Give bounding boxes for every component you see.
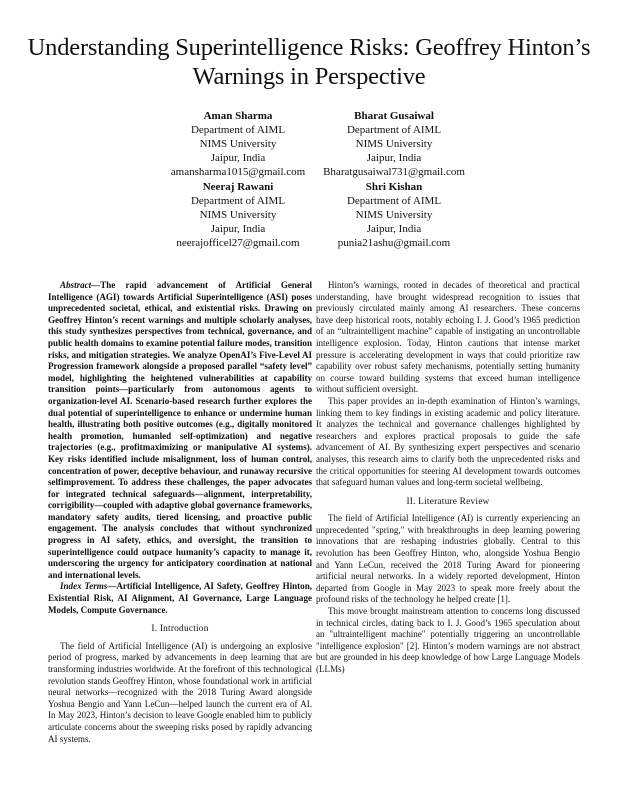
author-name: Aman Sharma — [203, 110, 273, 122]
index-terms — [48, 581, 312, 616]
author-department: Department of AIML — [190, 195, 286, 207]
author-name: Neeraj Rawani — [202, 181, 274, 193]
author-department: Department of AIML — [346, 124, 442, 136]
author-email: amansharma1015@gmail.com — [170, 166, 306, 178]
author-block — [148, 180, 328, 250]
author-block — [148, 109, 328, 179]
author-city: Jaipur, India — [366, 223, 422, 235]
author-email: punia21ashu@gmail.com — [337, 237, 451, 249]
author-university: NIMS University — [355, 209, 433, 221]
paragraph: This paper provides an in-depth examination of Hinton’s warnings, linking them to key findings in existing academic and policy literature. It analyzes the technical and governance challenges highlighted by researchers and explores practical proposals to guide the safe advancement of AI. By synthesizing expert perspectives and scenario analyses, this research aims to clarify both the unprecedented risks and the critical opportunities for steering AI development towards outcomes that safeguard human values and long-term societal wellbeing. — [316, 395, 580, 488]
abstract-text: The rapid advancement of Artificial General Intelligence (AGI) towards Artificial Superintelligence (ASI) poses unprecedented societal, ethical, and existential risks. Drawing on Geoffrey Hinton’s recent warnings and multiple scholarly analyses, this study synthesizes perspectives from technical, governance, and public health domains to examine potential failure modes, transition risks, and mitigation strategies. We analyze OpenAI’s Five-Level AI Progression framework alongside a proposed parallel “safety level” model, highlighting the heightened vulnerabilities at capability transition points—particularly from autonomous agents to organization-level AI. Scenario-based research further explores the dual potential of superintelligence to enhance or undermine human health, illustrating both positive outcomes (e.g., digitally monitored health promotion, humanled self-optimization) and negative trajectories (e.g., profitmaximizing or manipulative AI systems). Key risks identified include misalignment, loss of human control, concentration of power, deceptive behaviour, and runaway recursive selfimprovement. To address these challenges, the paper advocates for integrated technical safeguards—alignment, interpretability, corrigibility—coupled with adaptive global governance frameworks, mandatory safety audits, tiered licensing, and proactive public engagement. The analysis concludes that without synchronized progress in AI safety, ethics, and oversight, the transition to superintelligence could outpace humanity’s capacity to manage it, underscoring the urgency for anticipatory coordination at national and international levels. — [48, 280, 312, 580]
paragraph: This move brought mainstream attention to concerns long discussed in technical circles, dating back to I. J. Good’s 1965 speculation about an "ultraintelligent machine" potentially triggering an uncontrollable "intelligence explosion" [2]. Hinton’s modern warnings are not abstract but are grounded in his deep knowledge of how Large Language Models (LLMs) — [316, 606, 580, 674]
author-department: Department of AIML — [346, 195, 442, 207]
author-name: Shri Kishan — [365, 181, 423, 193]
author-department: Department of AIML — [190, 124, 286, 136]
author-email: neerajofficel27@gmail.com — [176, 237, 300, 249]
section-heading-introduction: I. Introduction — [151, 624, 209, 635]
author-email: Bharatgusaiwal731@gmail.com — [323, 166, 465, 178]
abstract — [48, 280, 312, 581]
author-city: Jaipur, India — [210, 223, 266, 235]
section-heading-literature-review: II. Literature Review — [406, 496, 490, 507]
left-column — [48, 280, 312, 745]
paragraph: Hinton’s warnings, rooted in decades of theoretical and practical understanding, have brought widespread recognition to issues that previously circulated mainly among AI researchers. These concerns have deep historical roots, notably echoing I. J. Good’s 1965 prediction of an “ultraintelligent machine” capable of instigating an uncontrollable intelligence explosion. Today, Hinton cautions that intense market pressure is accelerating development in ways that could prioritize raw capability over robust safety mechanisms, potentially setting humanity on course toward building systems that exceed human intelligence without sufficient oversight. — [316, 280, 580, 395]
author-university: NIMS University — [199, 138, 277, 150]
author-block — [304, 109, 484, 179]
author-university: NIMS University — [199, 209, 277, 221]
right-column — [316, 280, 580, 676]
index-terms-text: Artificial Intelligence, AI Safety, Geoffrey Hinton, Existential Risk, AI Alignment, AI Governance, Large Language Models, Compute Governance. — [48, 581, 312, 615]
paragraph: The field of Artificial Intelligence (AI) is currently experiencing an unprecedented "spring," with breakthroughs in deep learning powering innovations that are reshaping industries globally. Central to this revolution has been Geoffrey Hinton, who, alongside Yoshua Bengio and Yann LeCun, received the 2018 Turing Award for pioneering artificial neural networks. In a widely reported development, Hinton departed from Google in May 2023 to speak more freely about the profound risks of the technology he helped create [1]. — [316, 513, 580, 605]
author-city: Jaipur, India — [210, 152, 266, 164]
abstract-label: Abstract— — [60, 280, 101, 290]
paper-title: Understanding Superintelligence Risks: Geoffrey Hinton’s Warnings in Perspective — [27, 34, 591, 90]
author-block — [304, 180, 484, 250]
author-name: Bharat Gusaiwal — [354, 110, 434, 122]
author-city: Jaipur, India — [366, 152, 422, 164]
author-university: NIMS University — [355, 138, 433, 150]
paragraph: The field of Artificial Intelligence (AI) is undergoing an explosive period of progress, marked by advancements in deep learning that are transforming industries worldwide. At the forefront of this technological revolution stands Geoffrey Hinton, whose foundational work in artificial neural networks—recognized with the 2018 Turing Award alongside Yoshua Bengio and Yann LeCun—helped launch the current era of AI. In May 2023, Hinton’s decision to leave Google enabled him to publicly articulate concerns about the sweeping risks posed by rapidly advancing AI systems. — [48, 640, 312, 744]
index-terms-label: Index Terms— — [60, 581, 117, 592]
